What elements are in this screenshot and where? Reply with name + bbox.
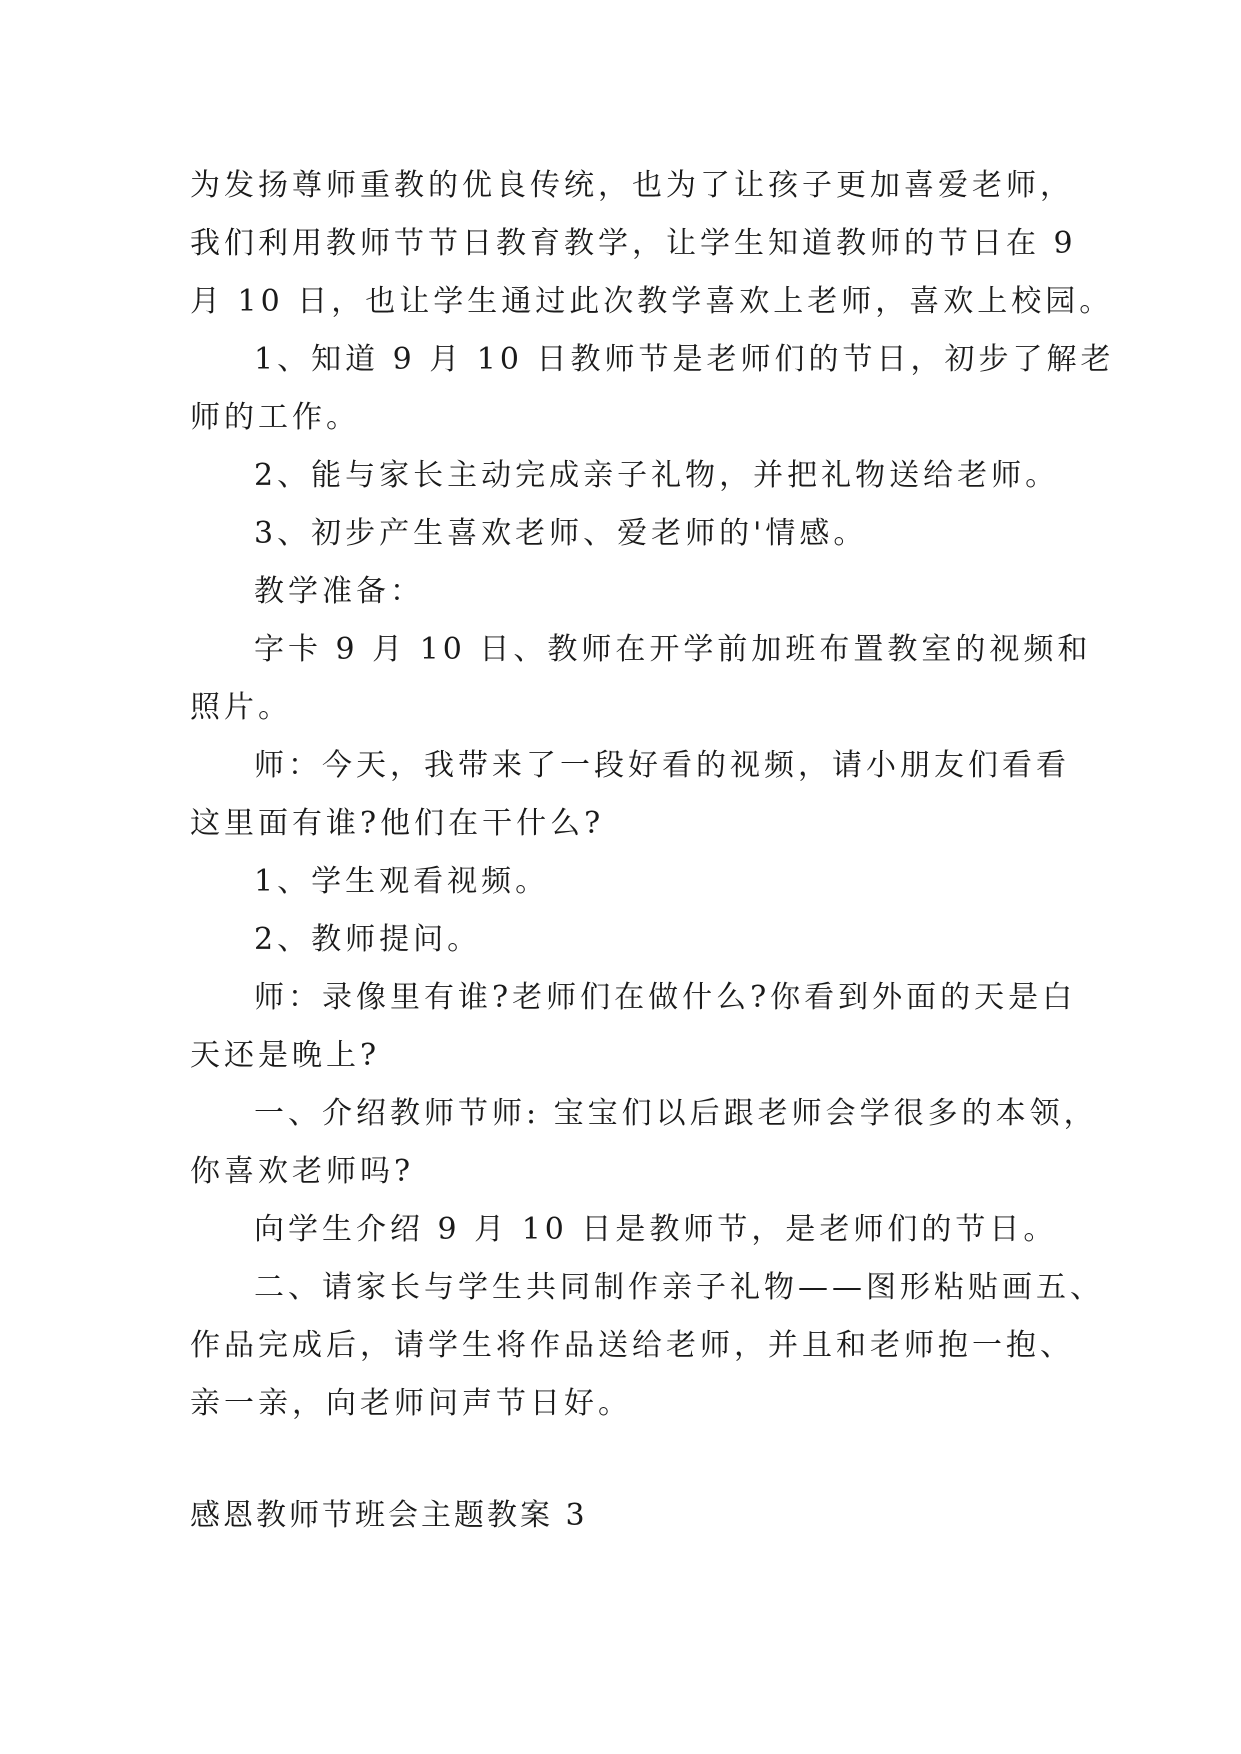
text-line: 师：录像里有谁?老师们在做什么?你看到外面的天是白 [254, 980, 1077, 1015]
text-line: 向学生介绍 9 月 10 日是教师节，是老师们的节日。 [254, 1212, 1058, 1247]
text-line: 为发扬尊师重教的优良传统，也为了让孩子更加喜爱老师， [190, 168, 1074, 203]
section-heading: 感恩教师节班会主题教案 3 [190, 1498, 588, 1533]
document-body [190, 157, 1115, 1433]
text-line: 字卡 9 月 10 日、教师在开学前加班布置教室的视频和 [254, 632, 1092, 667]
text-line: 月 10 日，也让学生通过此次教学喜欢上老师，喜欢上校园。 [190, 284, 1114, 319]
text-line: 天还是晚上? [190, 1038, 381, 1073]
text-line: 1、知道 9 月 10 日教师节是老师们的节日，初步了解老 [254, 342, 1115, 377]
text-line: 1、学生观看视频。 [254, 864, 550, 899]
text-line: 一、介绍教师节师: 宝宝们以后跟老师会学很多的本领， [254, 1096, 1098, 1131]
text-line: 二、请家长与学生共同制作亲子礼物——图形粘贴画五、 [254, 1270, 1104, 1305]
text-line: 2、能与家长主动完成亲子礼物，并把礼物送给老师。 [254, 458, 1060, 493]
text-line: 照片。 [190, 690, 292, 725]
text-line: 亲一亲，向老师问声节日好。 [190, 1386, 632, 1421]
text-line: 你喜欢老师吗? [190, 1154, 415, 1189]
text-line: 教学准备： [254, 574, 424, 609]
text-line: 3、初步产生喜欢老师、爱老师的'情感。 [254, 516, 868, 551]
text-line: 这里面有谁?他们在干什么? [190, 806, 605, 841]
text-line: 师的工作。 [190, 400, 360, 435]
text-line: 师：今天，我带来了一段好看的视频，请小朋友们看看 [254, 748, 1070, 783]
text-line: 作品完成后，请学生将作品送给老师，并且和老师抱一抱、 [190, 1328, 1074, 1363]
text-line: 我们利用教师节节日教育教学，让学生知道教师的节日在 9 [190, 226, 1077, 261]
text-line: 2、教师提问。 [254, 922, 482, 957]
